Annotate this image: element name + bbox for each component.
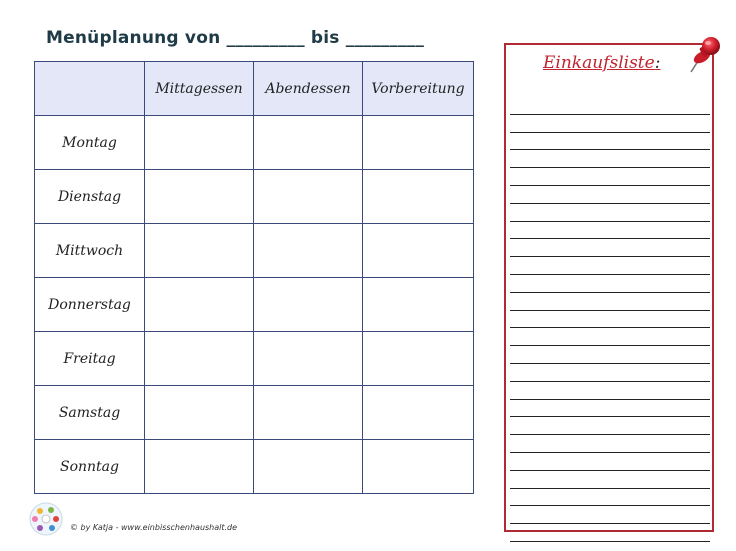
- footer: [26, 499, 286, 539]
- shopping-list-line[interactable]: [510, 150, 710, 168]
- shopping-list-title-text: Einkaufsliste: [543, 53, 655, 73]
- shopping-list-lines: [510, 97, 710, 551]
- shopping-list-title-colon: :: [654, 53, 661, 73]
- preparation-cell[interactable]: [363, 440, 474, 494]
- table-row: [35, 278, 474, 332]
- shopping-list-line[interactable]: [510, 382, 710, 400]
- shopping-list-line[interactable]: [510, 489, 710, 507]
- table-row: [35, 332, 474, 386]
- header-preparation: Vorbereitung: [363, 62, 474, 116]
- shopping-list-line[interactable]: [510, 97, 710, 115]
- shopping-list-line[interactable]: [510, 400, 710, 418]
- lunch-cell[interactable]: [145, 440, 254, 494]
- shopping-list-line[interactable]: [510, 204, 710, 222]
- lunch-cell[interactable]: [145, 332, 254, 386]
- dinner-cell[interactable]: [254, 224, 363, 278]
- shopping-list-line[interactable]: [510, 239, 710, 257]
- dinner-cell[interactable]: [254, 116, 363, 170]
- day-label: Donnerstag: [35, 278, 145, 332]
- day-label: Montag: [35, 116, 145, 170]
- day-label: Dienstag: [35, 170, 145, 224]
- table-row: [35, 170, 474, 224]
- header-dinner: Abendessen: [254, 62, 363, 116]
- dinner-cell[interactable]: [254, 278, 363, 332]
- shopping-list-line[interactable]: [510, 453, 710, 471]
- shopping-list-line[interactable]: [510, 168, 710, 186]
- shopping-list-line[interactable]: [510, 293, 710, 311]
- shopping-list-panel: [504, 43, 714, 532]
- dinner-cell[interactable]: [254, 386, 363, 440]
- pushpin-icon: [687, 36, 723, 76]
- day-label: Sonntag: [35, 440, 145, 494]
- header-corner-cell: [35, 62, 145, 116]
- preparation-cell[interactable]: [363, 386, 474, 440]
- shopping-list-line[interactable]: [510, 417, 710, 435]
- day-label: Mittwoch: [35, 224, 145, 278]
- shopping-list-line[interactable]: [510, 222, 710, 240]
- shopping-list-title: [543, 53, 660, 73]
- shopping-list-line[interactable]: [510, 542, 710, 551]
- shopping-list-line[interactable]: [510, 257, 710, 275]
- lunch-cell[interactable]: [145, 386, 254, 440]
- footer-credit: © by Katja - www.einbisschenhaushalt.de: [70, 523, 238, 532]
- table-row: [35, 224, 474, 278]
- shopping-list-line[interactable]: [510, 364, 710, 382]
- dinner-cell[interactable]: [254, 440, 363, 494]
- shopping-list-line[interactable]: [510, 275, 710, 293]
- page-title: Menüplanung von _________ bis _________: [46, 28, 425, 48]
- table-header-row: [35, 62, 474, 116]
- logo-icon: [26, 499, 66, 539]
- shopping-list-line[interactable]: [510, 435, 710, 453]
- shopping-list-line[interactable]: [510, 133, 710, 151]
- shopping-list-line[interactable]: [510, 471, 710, 489]
- table-row: [35, 386, 474, 440]
- dinner-cell[interactable]: [254, 332, 363, 386]
- table-row: [35, 116, 474, 170]
- meal-plan-table: [34, 61, 474, 494]
- lunch-cell[interactable]: [145, 116, 254, 170]
- preparation-cell[interactable]: [363, 224, 474, 278]
- preparation-cell[interactable]: [363, 116, 474, 170]
- table-row: [35, 440, 474, 494]
- shopping-list-line[interactable]: [510, 346, 710, 364]
- shopping-list-line[interactable]: [510, 524, 710, 542]
- shopping-list-line[interactable]: [510, 186, 710, 204]
- preparation-cell[interactable]: [363, 278, 474, 332]
- lunch-cell[interactable]: [145, 278, 254, 332]
- shopping-list-line[interactable]: [510, 328, 710, 346]
- shopping-list-line[interactable]: [510, 115, 710, 133]
- lunch-cell[interactable]: [145, 170, 254, 224]
- day-label: Freitag: [35, 332, 145, 386]
- preparation-cell[interactable]: [363, 332, 474, 386]
- lunch-cell[interactable]: [145, 224, 254, 278]
- dinner-cell[interactable]: [254, 170, 363, 224]
- header-lunch: Mittagessen: [145, 62, 254, 116]
- preparation-cell[interactable]: [363, 170, 474, 224]
- shopping-list-line[interactable]: [510, 311, 710, 329]
- day-label: Samstag: [35, 386, 145, 440]
- shopping-list-line[interactable]: [510, 506, 710, 524]
